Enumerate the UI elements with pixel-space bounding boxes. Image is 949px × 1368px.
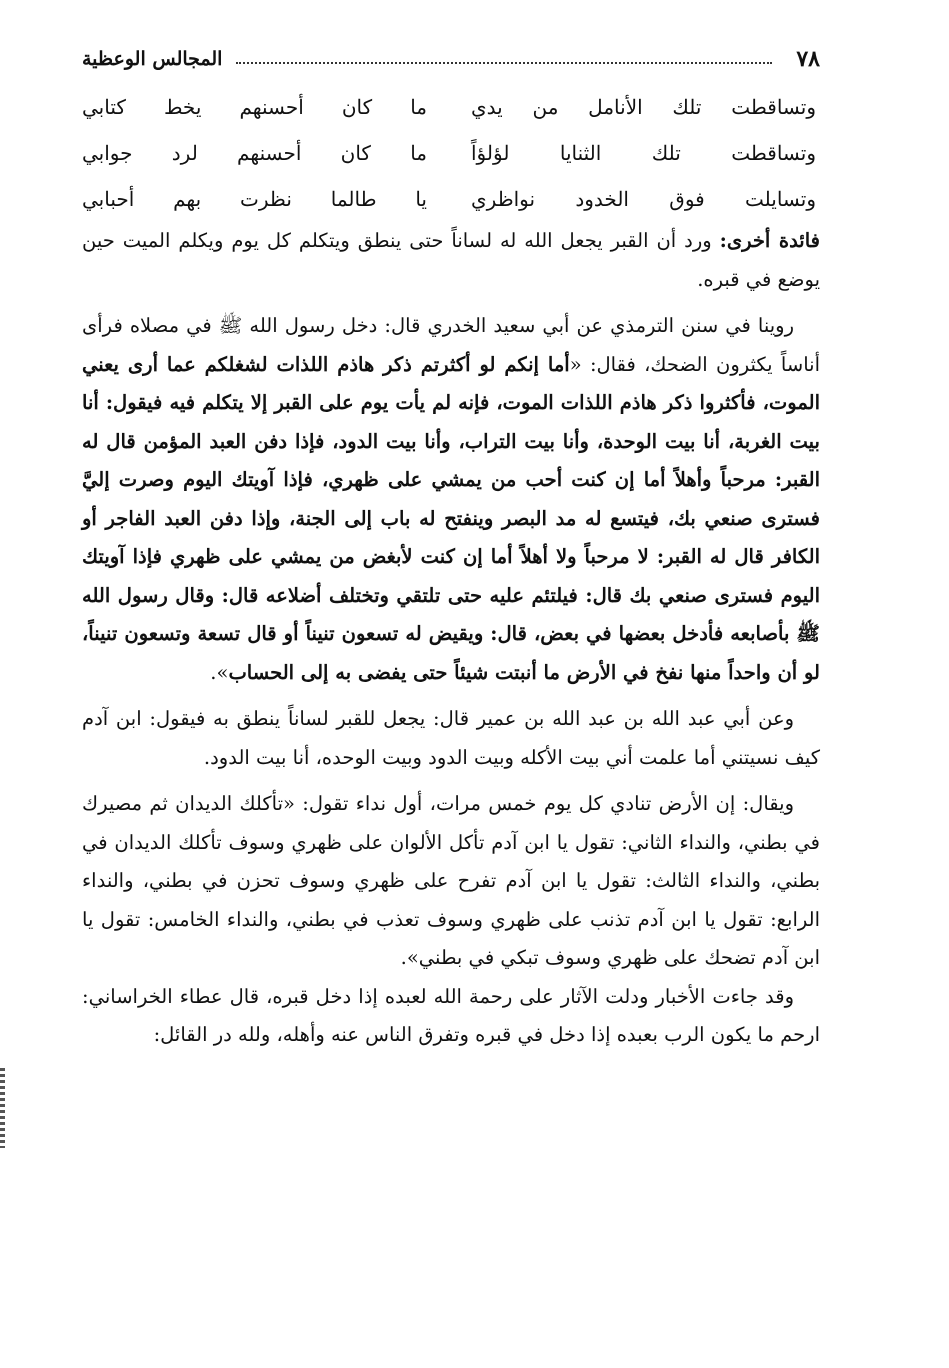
paragraph-gap	[82, 777, 820, 785]
tirmidhi-close: ».	[210, 660, 229, 684]
fawaid-text: ورد أن القبر يجعل الله له لساناً حتى ينطق ويتكلم كل يوم ويكلم الميت حين يوضع في قبره.	[82, 229, 820, 291]
verse-first-hemistich: وتساقطت تلك الثنايا لؤلؤاً	[471, 141, 816, 165]
fawaid-label: فائدة أخرى:	[719, 229, 820, 252]
mercy-paragraph: وقد جاءت الأخبار ودلت الآثار على رحمة الله لعبده إذا دخل قبره، قال عطاء الخراساني: ارحم ما يكون الرب بعبده إذا دخل في قبره وتفرق الناس عنه وأهله، ولله در القائل:	[82, 984, 820, 1046]
tirmidhi-intro: روينا في سنن الترمذي عن أبي سعيد الخدري قال: دخل رسول الله ﷺ في مصلاه فرأى أناساً يكثرون الضحك، فقال: «	[82, 314, 820, 376]
tirmidhi-hadith: أما إنكم لو أكثرتم ذكر هاذم اللذات لشغلكم عما أرى يعني الموت، فأكثروا ذكر هاذم اللذات الموت، فإنه لم يأت يوم على القبر إلا يتكلم فيه فيقول: أنا بيت الغربة، أنا بيت الوحدة، وأنا بيت التراب، وأنا بيت الدود، فإذا دفن العبد المؤمن قال له القبر: مرحباً وأهلاً أما إن كنت أحب من يمشي على ظهري، فإذا آويتك اليوم وصرت إليَّ فسترى صنعي بك، فيتسع له مد البصر وينفتح له باب إلى الجنة، وإذا دفن العبد الفاجر أو الكافر قال له القبر: لا مرحباً ولا أهلاً أما إن كنت لأبغض من يمشي على ظهري فإذا آويتك اليوم فسترى صنعي بك قال: فيلتئم عليه حتى تلتقي وتختلف أضلاعه قال: وقال رسول الله ﷺ بأصابعه فأدخل بعضها في بعض، قال: ويقيض له تسعون تنيناً أو قال تسعة وتسعون تنيناً، لو أن واحداً منها نفخ في الأرض ما أنبتت شيئاً حتى يفضى به إلى الحساب	[82, 352, 820, 684]
book-title: المجالس الوعظية	[82, 48, 223, 70]
verse-first-hemistich: وتساقطت تلك الأنامل من يدي	[471, 95, 816, 119]
page-number: ٧٨	[796, 46, 820, 72]
tirmidhi-paragraph	[82, 307, 820, 692]
scan-edge-mark	[0, 1068, 5, 1148]
book-page	[82, 40, 820, 1055]
verse-second-hemistich: ما كان أحسنهم يخط كتابي	[82, 95, 427, 119]
paragraph-gap	[82, 299, 820, 307]
page-header	[82, 40, 820, 78]
verse-second-hemistich: يا طالما نظرت بهم أحبابي	[82, 187, 427, 211]
earth-calls-paragraph: ويقال: إن الأرض تنادي كل يوم خمس مرات، أول نداء تقول: «تأكلك الديدان ثم مصيرك في بطني، والنداء الثاني: تقول يا ابن آدم تأكل الألوان على ظهري وسوف تأكلك الديدان في بطني، والنداء الثالث: تقول يا ابن آدم تفرح على ظهري وسوف تحزن في بطني، والنداء الرابع: تقول يا ابن آدم تذنب على ظهري وسوف تعذب في بطني، والنداء الخامس: تقول يا ابن آدم تضحك على ظهري وسوف تبكي في بطني».	[82, 792, 820, 969]
ibn-umair-paragraph: وعن أبي عبد الله بن عبد الله بن عمير قال: يجعل للقبر لساناً ينطق به فيقول: ابن آدم كيف نسيتني أما علمت أني بيت الأكله وبيت الدود وبيت الوحده، أنا بيت الدود.	[82, 707, 820, 769]
header-dotted-leader	[236, 62, 772, 64]
verse-first-hemistich: وتسايلت فوق الخدود نواظري	[471, 187, 816, 211]
verse-line	[82, 84, 820, 130]
verse-line	[82, 130, 820, 176]
verse-line	[82, 176, 820, 222]
poem-verses	[82, 84, 820, 222]
paragraph-gap	[82, 692, 820, 700]
fawaid-paragraph	[82, 222, 820, 299]
verse-second-hemistich: ما كان أحسنهم لرد جوابي	[82, 141, 427, 165]
